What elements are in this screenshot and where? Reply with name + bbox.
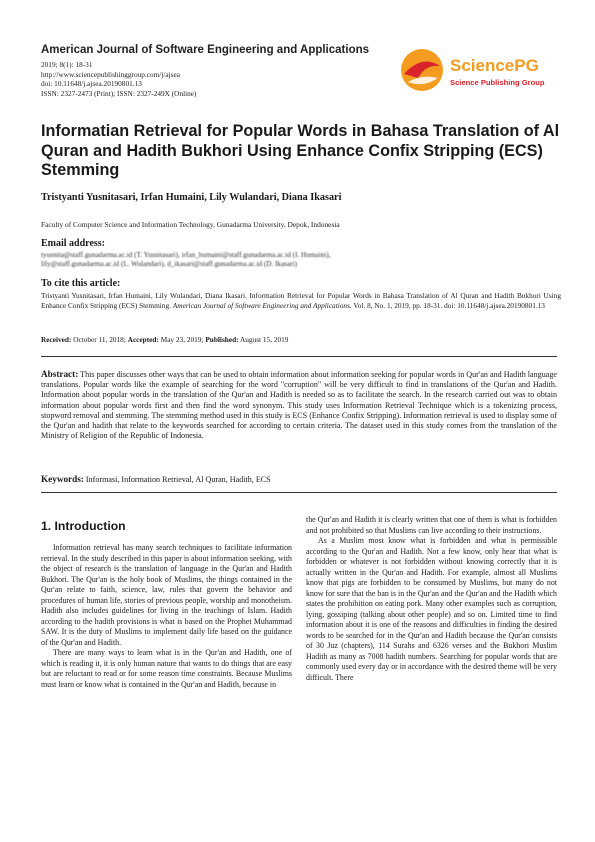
sciencepg-logo xyxy=(398,44,558,100)
divider xyxy=(41,492,557,493)
paragraph: As a Muslim most know what is forbidden and what is permissible according to the Qur'an and Hadith. Not a few know, only hear that what is forbidden or whatever is not forbidden without knowing correctly that it is actually written in the Qur'an and Hadith. For example, almost all Muslims know that pigs are forbidden to be consumed by Muslims, but many do not know for sure that the ban is in the Qur'an and the Qur'an and the Hadith which states the prohibition on eating pork. Many other examples such as corruption, lying, gossiping (talking about other people) and so on. Limited time to find information about it is one of the reasons and difficulties in finding the desired words to be searched for in the Qur'an and Hadith because the Qur'an consists of 30 Juz (chapters), 114 Surahs and 6326 verses and the Bukhori Muslim Hadith as many as 7008 hadith numbers. Searching for popular words that are commonly used every day or in accordance with the desired theme will be very difficult. There xyxy=(306,536,557,682)
paragraph: Information retrieval has many search techniques to facilitate information retrieval. In the study described in this paper is about information seeking, with the object of research is the translation of language in the Qur'an and Hadith Bukhori. The Qur'an is the holy book of Muslims, the things contained in the Qur'an relate to faith, science, law, rules that govern the behavior and procedures of human life, stories of previous people, worship and monotheism. Hadith also includes guidelines for living in the teachings of Islam. Hadith according to the hadith provisions is what is based on the Prophet Muhammad SAW. It is the duty of Muslims to implement daily life based on the guidance of the Qur'an and Hadith. xyxy=(41,543,292,647)
paragraph: There are many ways to learn what is in the Qur'an and Hadith, one of which is reading it, it is only human nature that wants to do things that are easy but are reluctant to read or for some reason time constraints. Because Muslims must learn or know what is contained in the Qur'an and Hadith, because in xyxy=(41,648,292,689)
affiliation: Faculty of Computer Science and Information Technology, Gunadarma University, Depok, Indonesia xyxy=(41,220,340,229)
email-heading: Email address: xyxy=(41,238,105,249)
citation xyxy=(41,291,561,310)
email-addresses xyxy=(41,251,561,269)
volume-issue: 2019; 8(1): 18-31 xyxy=(41,60,93,69)
article-dates xyxy=(41,335,288,344)
paragraph: the Qur'an and Hadith it is clearly written that one of them is what is forbidden and not prohibited so that Muslims can live according to their instructions. xyxy=(306,515,557,535)
abstract xyxy=(41,369,557,441)
keywords-text: Informasi, Information Retrieval, Al Quran, Hadith, ECS xyxy=(85,475,271,484)
article-title: Informatian Retrieval for Popular Words in Bahasa Translation of Al Quran and Hadith Bukhori Using Enhance Confix Stripping (ECS) Stemming xyxy=(41,122,560,180)
published-label: Published: xyxy=(205,335,239,344)
authors: Tristyanti Yusnitasari, Irfan Humaini, Lily Wulandari, Diana Ikasari xyxy=(41,192,342,203)
citation-text: Tristyanti Yusnitasari, Irfan Humaini, Lily Wulandari, Diana Ikasari. Information Retrieval for Popular Words in Bahasa Translation of Al Quran and Hadith Bukhori Using Enhance Confix Stripping (ECS) Stemming. xyxy=(41,291,561,310)
journal-url[interactable]: http://www.sciencepublishinggroup.com/j/ajsea xyxy=(41,69,180,79)
citation-journal: American Journal of Software Engineering and Applications. xyxy=(172,300,352,310)
journal-title: American Journal of Software Engineering and Applications xyxy=(41,44,370,56)
received-label: Received: xyxy=(41,335,72,344)
keywords-label: Keywords: xyxy=(41,474,84,484)
divider xyxy=(41,356,557,357)
accepted-date: May 23, 2019; xyxy=(160,335,204,344)
email-line[interactable]: lily@staff.gunadarma.ac.id (L. Wulandari), d_ikasari@staff.gunadarma.ac.id (D. Ikasari) xyxy=(41,260,298,269)
published-date: August 15, 2019 xyxy=(240,335,289,344)
cite-heading: To cite this article: xyxy=(41,278,121,289)
logo-brand: SciencePG xyxy=(450,56,539,75)
email-line[interactable]: tyusnita@staff.gunadarma.ac.id (T. Yusnitasari), irfan_humaini@staff.gunadarma.ac.id (I. Humaini), xyxy=(41,251,331,259)
abstract-label: Abstract: xyxy=(41,369,79,379)
column-left xyxy=(41,543,292,690)
keywords xyxy=(41,474,271,484)
received-date: October 11, 2018; xyxy=(73,335,126,344)
logo-subtitle: Science Publishing Group xyxy=(450,78,545,87)
accepted-label: Accepted: xyxy=(127,335,159,344)
issn: ISSN: 2327-2473 (Print); ISSN: 2327-249X (Online) xyxy=(41,88,197,98)
doi[interactable]: doi: 10.11648/j.ajsea.20190801.13 xyxy=(41,79,142,89)
section-heading-introduction: 1. Introduction xyxy=(41,519,126,533)
column-right xyxy=(306,515,557,683)
abstract-text: This paper discusses other ways that can be used to obtain information about information seeking for popular words in Qur'an and Hadith language translations. Popular words like the example of searching for the word "corruption" will be very difficult to find in translations of the Qur'an and Hadith. Information about popular words in the translation of the Qur'an and Hadith is needed so as to facilitate the search. In the research carried out was to obtain information about popular words first and then find the word synonym. This study uses Information Retrieval Technique which is a tokenizing process, stopword removal and stemming. The stemming method used in this study is ECS (Enhance Confix Stripping). Information retrieval is used to display some of the Qur'an and hadith that relate to the keywords searched for according to certain criteria. The dataset used in this study comes from the translation of the Ministry of Religion of the Republic of Indonesia. xyxy=(41,370,557,441)
citation-tail: Vol. 8, No. 1, 2019, pp. 18-31. doi: 10.11648/j.ajsea.20190801.13 xyxy=(353,300,545,310)
